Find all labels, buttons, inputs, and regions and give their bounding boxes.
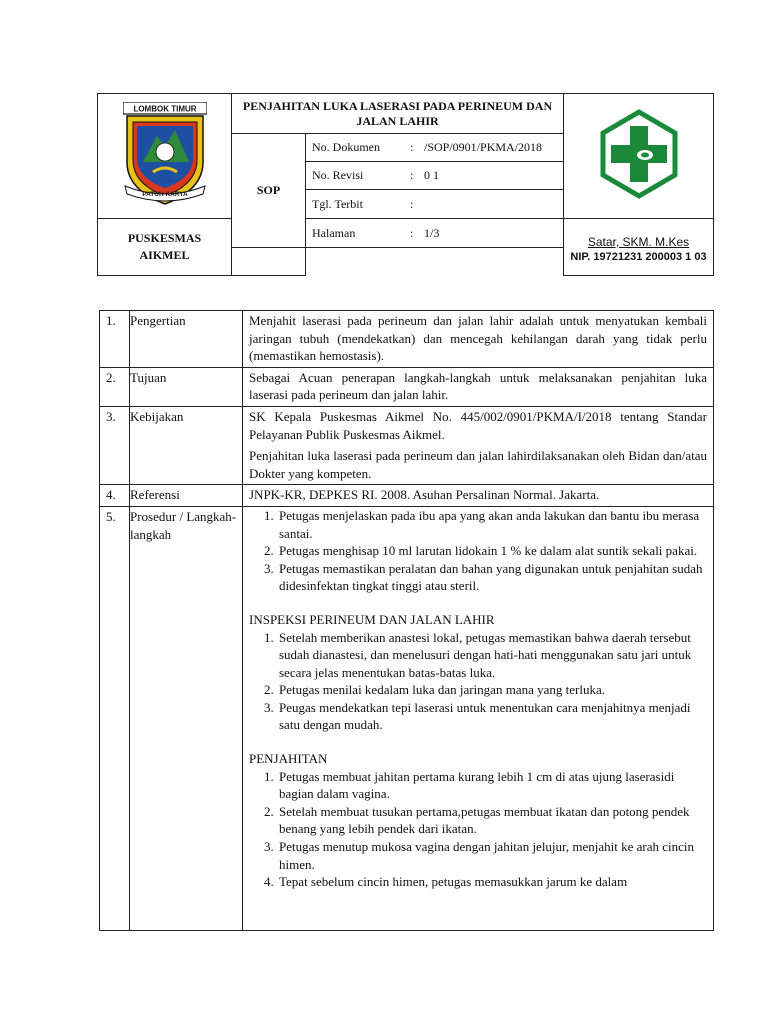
procedure-content	[243, 506, 714, 930]
row-number: 2.	[100, 367, 130, 406]
table-row	[100, 311, 714, 368]
row-content	[243, 485, 714, 507]
list-item: 3. Peugas mendekatkan tepi laserasi untuk menentukan cara menjahitnya menjadi satu dengan mudah.	[277, 699, 707, 734]
sop-label: SOP	[232, 134, 306, 248]
intro-steps-list	[249, 507, 707, 595]
empty-meta-cell	[232, 248, 306, 276]
table-row	[100, 485, 714, 507]
list-item: 2. Petugas menghisap 10 ml larutan lidokain 1 % ke dalam alat suntik sekali pakai.	[277, 542, 707, 560]
puskesmas-cross-icon	[594, 109, 684, 199]
meta-value: /SOP/0901/PKMA/2018	[424, 140, 543, 154]
list-item: 1. Petugas menjelaskan pada ibu apa yang akan anda lakukan dan bantu ibu merasa santai.	[277, 507, 707, 542]
table-row	[100, 367, 714, 406]
signer-nip: NIP. 19721231 200003 1 03	[570, 251, 707, 263]
signer-name: Satar, SKM. M.Kes	[587, 235, 690, 249]
list-item: 1. Setelah memberikan anastesi lokal, petugas memastikan bahwa daerah tersebut sudah dianastesi, dan menelusuri dengan hati-hati menggunakan satu jari untuk secara jelas menentukan batas-batas luka.	[277, 629, 707, 682]
meta-row-no-dokumen	[306, 134, 564, 162]
meta-row-no-revisi	[306, 162, 564, 190]
signer-block	[564, 219, 714, 276]
table-row	[100, 406, 714, 484]
meta-separator: :	[410, 196, 414, 211]
meta-separator: :	[410, 140, 414, 154]
org-line-1: PUSKESMAS	[127, 231, 202, 245]
list-item: 3. Petugas memastikan peralatan dan bahan yang digunakan untuk penjahitan sudah didesinfektan tingkat tinggi atau steril.	[277, 560, 707, 595]
row-label: Kebijakan	[130, 406, 243, 484]
row-label: Prosedur / Langkah-langkah	[130, 506, 243, 930]
sop-content-table	[99, 310, 714, 931]
org-line-2: AIKMEL	[139, 248, 190, 262]
meta-value: 0 1	[424, 168, 439, 182]
meta-value: 1/3	[424, 225, 440, 240]
row-label: Referensi	[130, 485, 243, 507]
paragraph: Menjahit laserasi pada perineum dan jalan lahir adalah untuk menyatukan kembali jaringan tubuh (mendekatkan) dan mencegah kehilangan darah yang tidak perlu (memastikan hemostasis).	[249, 313, 707, 364]
paragraph: Penjahitan luka laserasi pada perineum dan jalan lahirdilaksanakan oleh Bidan dan/atau Dokter yang kompeten.	[249, 448, 707, 481]
district-logo-cell	[98, 94, 232, 219]
meta-row-halaman	[306, 219, 564, 248]
crest-top-text: LOMBOK TIMUR	[132, 104, 197, 114]
row-number: 4.	[100, 485, 130, 507]
row-label: Tujuan	[130, 367, 243, 406]
row-content	[243, 311, 714, 368]
meta-separator: :	[410, 168, 414, 182]
paragraph: SK Kepala Puskesmas Aikmel No. 445/002/0901/PKMA/I/2018 tentang Standar Pelayanan Publik Puskesmas Aikmel.	[249, 408, 707, 442]
organization-name	[98, 219, 232, 276]
meta-row-tgl-terbit	[306, 190, 564, 219]
meta-label: Halaman	[312, 225, 356, 240]
sop-header-table	[97, 93, 714, 276]
list-item: 1. Petugas membuat jahitan pertama kurang lebih 1 cm di atas ujung laserasidi bagian dalam vagina.	[277, 768, 707, 803]
meta-label: Tgl. Terbit	[312, 196, 363, 211]
row-content	[243, 406, 714, 484]
row-label: Pengertian	[130, 311, 243, 368]
section-heading-inspeksi: INSPEKSI PERINEUM DAN JALAN LAHIR	[249, 611, 495, 627]
list-item: 4. Tepat sebelum cincin himen, petugas memasukkan jarum ke dalam	[277, 873, 707, 891]
list-item: 2. Setelah membuat tusukan pertama,petugas membuat ikatan dan potong pendek benang yang lebih pendek dari ikatan.	[277, 803, 707, 838]
document-title: PENJAHITAN LUKA LASERASI PADA PERINEUM DAN JALAN LAHIR	[232, 94, 564, 134]
row-number: 1.	[100, 311, 130, 368]
section-heading-penjahitan: PENJAHITAN	[249, 751, 328, 767]
list-item: 2. Petugas menilai kedalam luka dan jaringan mana yang terluka.	[277, 681, 707, 699]
paragraph: Sebagai Acuan penerapan langkah-langkah untuk melaksanakan penjahitan luka laserasi pada perineum dan jalan lahir.	[249, 369, 707, 403]
paragraph: JNPK-KR, DEPKES RI. 2008. Asuhan Persalinan Normal. Jakarta.	[249, 487, 600, 503]
row-number: 5.	[100, 506, 130, 930]
row-content	[243, 367, 714, 406]
meta-separator: :	[410, 225, 414, 240]
meta-label: No. Revisi	[312, 168, 364, 182]
meta-label: No. Dokumen	[312, 140, 380, 154]
list-item: 3. Petugas menutup mukosa vagina dengan jahitan jelujur, menjahit ke arah cincin himen.	[277, 838, 707, 873]
crest-ribbon-text: PATUH KARYA	[141, 191, 188, 198]
penjahitan-steps-list	[249, 768, 707, 891]
lombok-timur-crest-icon	[123, 102, 207, 206]
table-row	[100, 506, 714, 930]
row-number: 3.	[100, 406, 130, 484]
inspeksi-steps-list	[249, 629, 707, 735]
puskesmas-logo-cell	[564, 94, 714, 219]
